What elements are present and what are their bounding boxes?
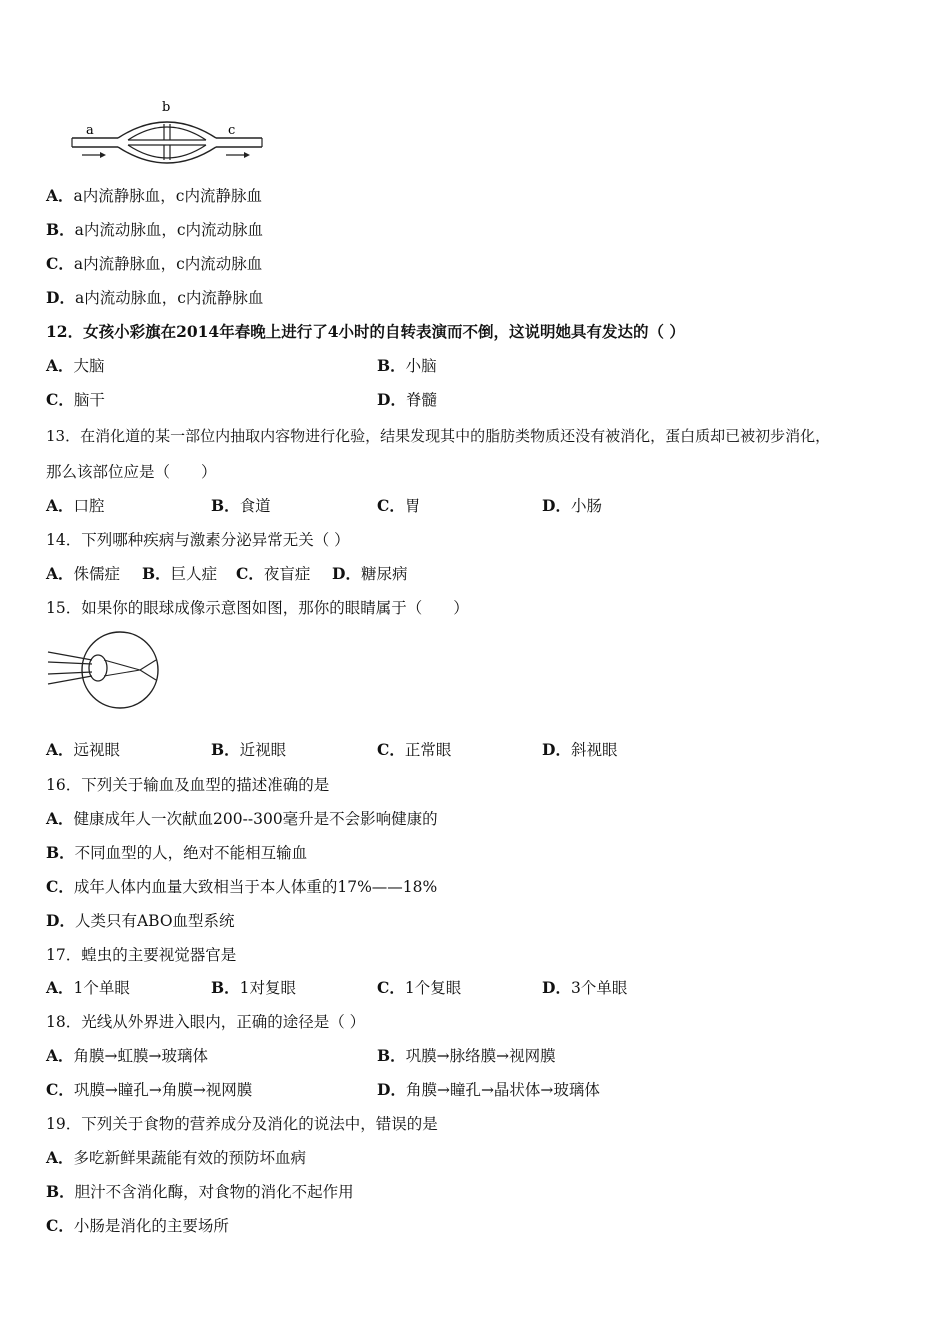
q17-option-b: B．1对复眼 — [211, 978, 296, 997]
q13-stem-line2: 那么该部位应是（ ） — [46, 463, 217, 481]
q15-option-a: A．远视眼 — [46, 740, 121, 759]
label-b: b — [162, 100, 171, 115]
q18-option-a: A．角膜→虹膜→玻璃体 — [46, 1046, 209, 1065]
q14-option-a: A．侏儒症 — [46, 564, 121, 583]
q19-option-c: C．小肠是消化的主要场所 — [46, 1216, 229, 1235]
q14-stem: 14．下列哪种疾病与激素分泌异常无关（ ） — [46, 531, 350, 549]
option-letter: D． — [46, 288, 75, 307]
q13-stem-line1: 13．在消化道的某一部位内抽取内容物进行化验，结果发现其中的脂肪类物质还没有被消化，蛋白质却已被初步消化， — [46, 427, 831, 445]
q15-option-b: B．近视眼 — [211, 740, 287, 759]
option-letter: B． — [46, 220, 75, 239]
q11-option-d — [46, 288, 263, 308]
option-text: a内流静脉血，c内流静脉血 — [73, 187, 262, 205]
capillary-diagram — [66, 100, 276, 166]
q13-option-b: B．食道 — [211, 496, 271, 515]
q11-option-c — [46, 254, 262, 274]
q12-option-c: C．脑干 — [46, 390, 105, 409]
q11-option-b — [46, 220, 263, 240]
q17-option-c: C．1个复眼 — [377, 978, 462, 997]
option-letter: C． — [46, 254, 74, 273]
q19-option-b: B．胆汁不含消化酶，对食物的消化不起作用 — [46, 1182, 354, 1201]
q16-option-c: C．成年人体内血量大致相当于本人体重的17%——18% — [46, 877, 438, 896]
option-text: a内流动脉血，c内流静脉血 — [74, 289, 264, 307]
q13-option-c: C．胃 — [377, 496, 421, 515]
q12-stem: 12．女孩小彩旗在2014年春晚上进行了4小时的自转表演而不倒，这说明她具有发达的（ ） — [46, 322, 685, 341]
q18-option-c: C．巩膜→瞳孔→角膜→视网膜 — [46, 1080, 253, 1099]
eyeball-diagram — [46, 628, 166, 716]
q12-option-d: D．脊髓 — [377, 390, 437, 409]
q17-option-d: D．3个单眼 — [542, 978, 628, 997]
label-c: c — [228, 123, 236, 138]
q12-option-a: A．大脑 — [46, 356, 105, 375]
q18-stem: 18．光线从外界进入眼内，正确的途径是（ ） — [46, 1013, 366, 1031]
q13-option-d: D．小肠 — [542, 496, 602, 515]
q15-option-c: C．正常眼 — [377, 740, 452, 759]
option-text: a内流静脉血，c内流动脉血 — [73, 255, 263, 273]
q19-stem: 19．下列关于食物的营养成分及消化的说法中，错误的是 — [46, 1115, 438, 1133]
q18-option-d: D．角膜→瞳孔→晶状体→玻璃体 — [377, 1080, 600, 1099]
q16-option-d: D．人类只有ABO血型系统 — [46, 911, 235, 930]
option-text: a内流动脉血，c内流动脉血 — [74, 221, 264, 239]
q16-option-a: A．健康成年人一次献血200--300毫升是不会影响健康的 — [46, 809, 438, 828]
q12-option-b: B．小脑 — [377, 356, 437, 375]
q15-option-d: D．斜视眼 — [542, 740, 618, 759]
label-a: a — [86, 123, 94, 138]
q19-option-a: A．多吃新鲜果蔬能有效的预防坏血病 — [46, 1148, 307, 1167]
q13-option-a: A．口腔 — [46, 496, 105, 515]
q18-option-b: B．巩膜→脉络膜→视网膜 — [377, 1046, 556, 1065]
q14-option-b: B．巨人症 — [142, 564, 218, 583]
q16-option-b: B．不同血型的人，绝对不能相互输血 — [46, 843, 308, 862]
q14-option-d: D．糖尿病 — [332, 564, 408, 583]
q14-option-c: C．夜盲症 — [236, 564, 311, 583]
option-letter: A． — [46, 186, 74, 205]
q16-stem: 16．下列关于输血及血型的描述准确的是 — [46, 776, 330, 794]
q15-stem: 15．如果你的眼球成像示意图如图，那你的眼睛属于（ ） — [46, 599, 469, 617]
q17-stem: 17．蝗虫的主要视觉器官是 — [46, 946, 237, 964]
q11-option-a — [46, 186, 262, 206]
q17-option-a: A．1个单眼 — [46, 978, 130, 997]
